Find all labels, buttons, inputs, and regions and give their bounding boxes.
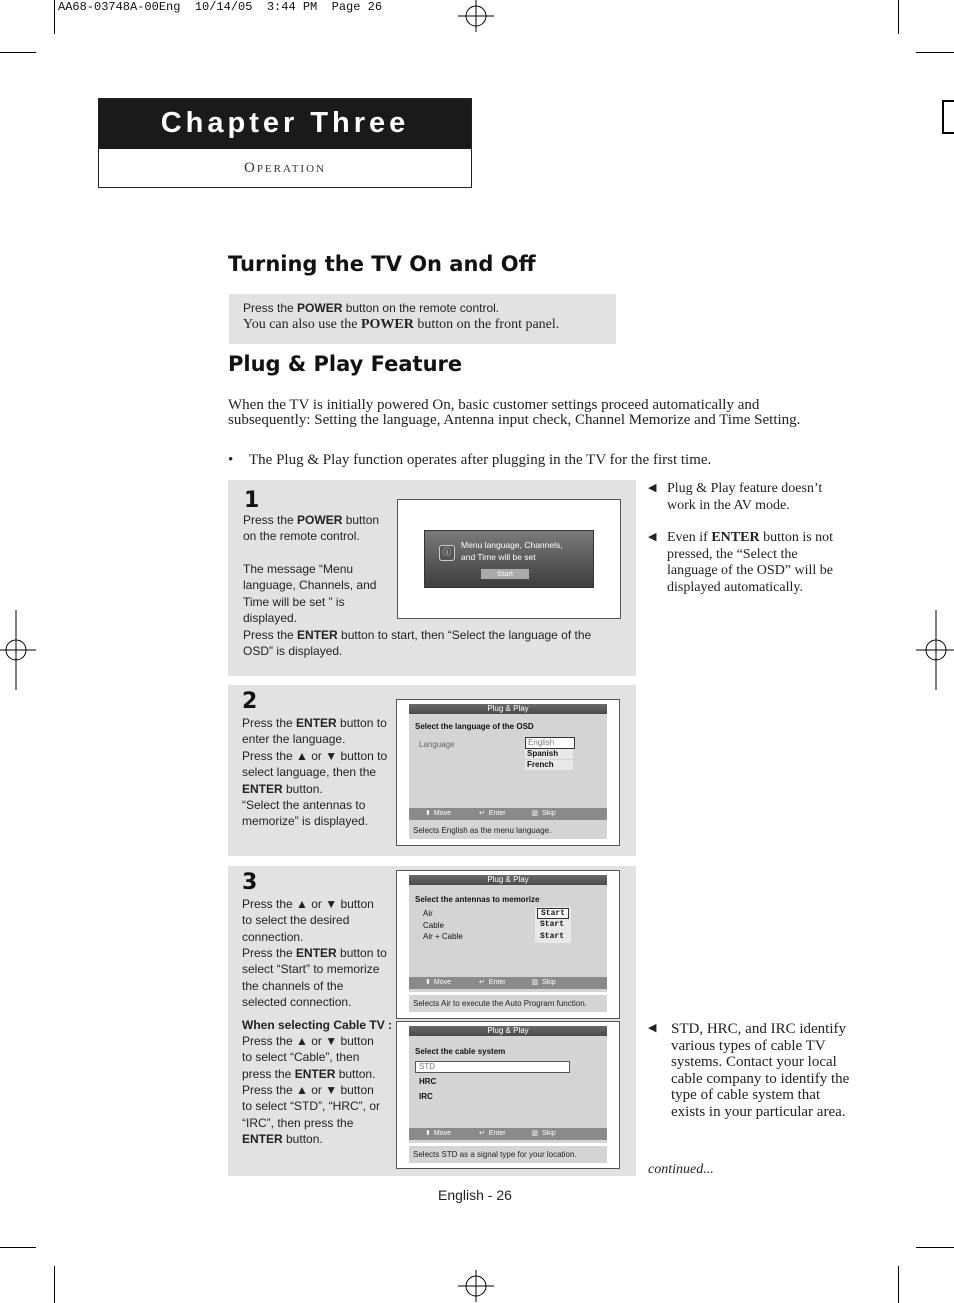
tv-screen-3a [396, 870, 620, 1019]
step-3-text-a: Press the ▲ or ▼ button to select the desired connection. [242, 897, 374, 944]
move-icon: ⬍ [425, 979, 431, 986]
note-pointer-icon: ◀ [648, 481, 657, 494]
crop-mark [0, 52, 36, 53]
osd-title: Plug & Play [409, 1026, 607, 1036]
chapter-subtitle: Operation [243, 160, 326, 176]
continued-label: continued... [648, 1162, 714, 1177]
osd-language-menu [409, 704, 607, 822]
osd-option-spanish[interactable]: Spanish [525, 749, 573, 759]
osd-cable-menu [409, 1026, 607, 1143]
step-3-text-c: Press the ▲ or ▼ button to select “Cable”, then press the ENTER button. [242, 1034, 376, 1081]
registration-mark-icon [458, 0, 494, 32]
osd-row-hrc[interactable]: HRC [419, 1077, 437, 1086]
crop-mark [54, 0, 55, 34]
note-pointer-icon: ◀ [648, 530, 657, 543]
osd-nav-bar: ⬍ Move ↵ Enter ▥ Skip [409, 977, 607, 989]
registration-mark-icon [0, 610, 36, 690]
crop-mark [898, 1266, 899, 1303]
skip-icon: ▥ [531, 1130, 539, 1137]
note-av-mode: Plug & Play feature doesn’t work in the AV mode. [667, 481, 823, 513]
step-1-text-c: Press the ENTER button to start, then “Select the language of the OSD” is displayed. [243, 628, 592, 659]
chapter-tab-marker [942, 100, 954, 134]
chapter-title: Chapter Three [99, 99, 471, 149]
osd-heading: Select the antennas to memorize [415, 895, 540, 904]
chapter-header [98, 98, 472, 188]
step-3-text-d: Press the ▲ or ▼ button to select “STD”, “HRC”, or “IRC”, then press the ENTER button. [242, 1083, 381, 1147]
crop-mark [0, 1247, 36, 1248]
step-number: 2 [242, 689, 258, 714]
power-line-2: You can also use the POWER button on the front panel. [243, 317, 560, 332]
osd-option-french[interactable]: French [525, 760, 573, 770]
osd-antenna-menu [409, 875, 607, 992]
power-line-1: Press the POWER button on the remote control. [243, 301, 500, 315]
note-cable-systems: STD, HRC, and IRC identify various types of cable TV systems. Contact your local cable company to identify the type of cable system that exists in your particular area. [671, 1021, 850, 1120]
step-2-text-b: Press the ▲ or ▼ button to select language, then the ENTER button. [242, 749, 388, 796]
step-3-panel [228, 866, 636, 1176]
skip-icon: ▥ [531, 979, 539, 986]
step-number: 3 [242, 870, 258, 895]
step-3-text-b: Press the ENTER button to select “Start” to memorize the channels of the selected connection. [242, 946, 387, 1010]
crop-mark [916, 1247, 954, 1248]
power-instructions-box [229, 294, 616, 344]
crop-mark [54, 1266, 55, 1303]
section-heading-plug-play: Plug & Play Feature [228, 352, 463, 376]
tv-screen-1 [397, 499, 621, 619]
osd-message-1: Menu language, Channels, [461, 540, 563, 550]
crop-mark [916, 52, 954, 53]
osd-option-english[interactable]: English [525, 737, 575, 749]
osd-row-irc[interactable]: IRC [419, 1092, 433, 1101]
page-footer: English - 26 [438, 1187, 512, 1203]
registration-mark-icon [916, 610, 954, 690]
osd-row-cable[interactable]: Cable [423, 921, 444, 930]
step-2-panel [228, 685, 636, 856]
intro-bullet: • The Plug & Play function operates after plugging in the TV for the first time. [228, 452, 712, 468]
note-pointer-icon: ◀ [648, 1021, 657, 1034]
step-2-text-a: Press the ENTER button to enter the language. [242, 716, 387, 747]
osd-nav-bar: ⬍ Move ↵ Enter ▥ Skip [409, 808, 607, 820]
section-heading-power: Turning the TV On and Off [228, 252, 536, 276]
move-icon: ⬍ [425, 810, 431, 817]
osd-row-std[interactable]: STD [415, 1061, 570, 1073]
step-1-text-b: The message “Menu language, Channels, and Time will be set ” is displayed. [243, 562, 377, 626]
osd-message-2: and Time will be set [461, 552, 536, 562]
osd-message-box [424, 530, 594, 588]
step-1-text-a: Press the POWER button on the remote control. [243, 513, 380, 544]
osd-row-air-cable[interactable]: Air + Cable [423, 932, 463, 941]
enter-icon: ↵ [478, 1130, 485, 1137]
registration-mark-icon [458, 1270, 494, 1302]
osd-start-air-cable[interactable]: Start [539, 932, 564, 941]
tv-screen-2 [396, 699, 620, 846]
skip-icon: ▥ [531, 810, 539, 817]
osd-title: Plug & Play [409, 875, 607, 885]
osd-title: Plug & Play [409, 704, 607, 714]
osd-row-air[interactable]: Air [423, 909, 433, 918]
print-header: AA68-03748A-00Eng 10/14/05 3:44 PM Page 26 [58, 0, 383, 14]
osd-language-label: Language [419, 740, 455, 749]
step-1-panel [228, 480, 636, 676]
note-enter-auto: Even if ENTER button is not pressed, the “Select the language of the OSD” will be displayed automatically. [667, 530, 834, 595]
info-icon: ⓘ [439, 545, 455, 561]
step-number: 1 [244, 488, 260, 513]
osd-caption: Selects STD as a signal type for your location. [409, 1146, 607, 1163]
osd-start-cable[interactable]: Start [539, 920, 564, 929]
osd-heading: Select the cable system [415, 1047, 506, 1056]
osd-heading: Select the language of the OSD [415, 722, 534, 731]
osd-caption: Selects Air to execute the Auto Program function. [409, 995, 607, 1012]
crop-mark [898, 0, 899, 34]
osd-caption: Selects English as the menu language. [409, 822, 607, 839]
bullet-dot: • [228, 452, 234, 468]
intro-paragraph: When the TV is initially powered On, basic customer settings proceed automatically and subsequently: Setting the language, Antenna input check, Channel Memorize and Time Setting. [228, 397, 801, 428]
enter-icon: ↵ [478, 810, 485, 817]
enter-icon: ↵ [478, 979, 485, 986]
move-icon: ⬍ [425, 1130, 431, 1137]
osd-nav-bar: ⬍ Move ↵ Enter ▥ Skip [409, 1128, 607, 1140]
tv-screen-3b [396, 1021, 620, 1169]
cable-heading: When selecting Cable TV : [242, 1018, 393, 1032]
osd-start-air[interactable]: Start [537, 908, 569, 919]
osd-start-button[interactable]: Start [481, 569, 529, 579]
step-2-text-c: “Select the antennas to memorize” is displayed. [242, 798, 369, 829]
